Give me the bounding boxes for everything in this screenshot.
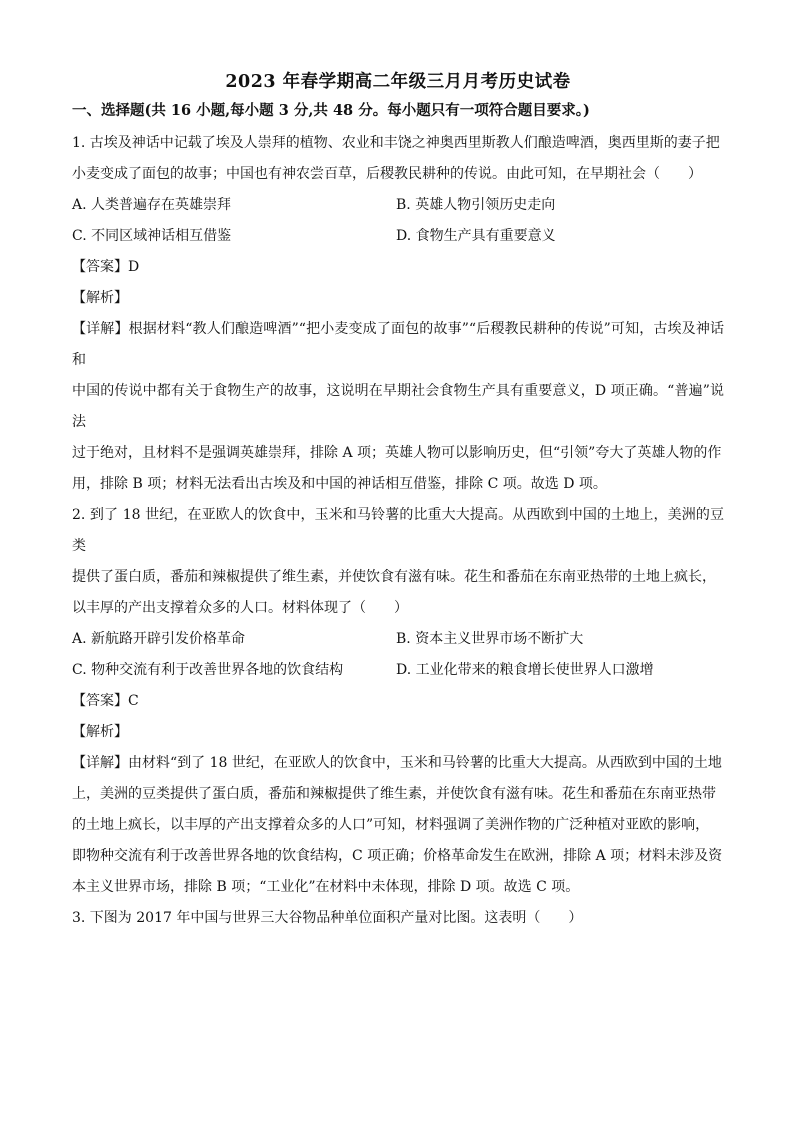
- options: [72, 190, 724, 252]
- detail-line: 用，排除 B 项；材料无法看出古埃及和中国的神话相互借鉴，排除 C 项。故选 D 项。: [72, 476, 607, 492]
- exam-title: 2023 年春学期高二年级三月月考历史试卷: [225, 72, 571, 92]
- detail-line: 【详解】由材料“到了 18 世纪，在亚欧人的饮食中，玉米和马铃薯的比重大大提高。从西欧到中国的土地: [72, 755, 722, 771]
- option-a: A. 新航路开辟引发价格革命: [72, 631, 246, 647]
- detail-line: 中国的传说中都有关于食物生产的故事，这说明在早期社会食物生产具有重要意义，D 项正确。“普遍”说法: [72, 383, 724, 430]
- option-d: D. 食物生产具有重要意义: [396, 228, 556, 244]
- exam-page: [72, 68, 724, 934]
- option-b: B. 英雄人物引领历史走向: [396, 197, 556, 213]
- detail-line: 即物种交流有利于改善世界各地的饮食结构，C 项正确；价格革命发生在欧洲，排除 A 项；材料未涉及资: [72, 848, 723, 864]
- question-3-stem: 3. 下图为 2017 年中国与世界三大谷物品种单位面积产量对比图。这表明（ ）: [72, 910, 583, 926]
- detail-line: 本主义世界市场，排除 B 项；“工业化”在材料中未体现，排除 D 项。故选 C 项。: [72, 879, 580, 895]
- detail-line: 上，美洲的豆类提供了蛋白质，番茄和辣椒提供了维生素，并使饮食有滋有味。花生和番茄在东南亚热带: [72, 786, 716, 802]
- answer-label: 【答案】C: [72, 693, 139, 709]
- question-stem-line: 以丰厚的产出支撑着众多的人口。材料体现了（ ）: [72, 600, 408, 616]
- question-1: [72, 128, 724, 500]
- section-header: 一、选择题(共 16 小题,每小题 3 分,共 48 分。每小题只有一项符合题目要求。): [72, 102, 590, 119]
- question-stem-line: 1. 古埃及神话中记载了埃及人崇拜的植物、农业和丰饶之神奥西里斯教人们酿造啤酒，奥西里斯的妻子把: [72, 135, 720, 151]
- options: [72, 624, 724, 686]
- option-c: C. 物种交流有利于改善世界各地的饮食结构: [72, 662, 344, 678]
- detail-line: 【详解】根据材料“教人们酿造啤酒”“把小麦变成了面包的故事”“后稷教民耕种的传说”可知，古埃及神话和: [72, 321, 724, 368]
- option-b: B. 资本主义世界市场不断扩大: [396, 631, 584, 647]
- question-2: [72, 500, 724, 903]
- detail-line: 的土地上疯长，以丰厚的产出支撑着众多的人口”可知，材料强调了美洲作物的广泛种植对亚欧的影响，: [72, 817, 710, 833]
- question-stem-line: 小麦变成了面包的故事；中国也有神农尝百草，后稷教民耕种的传说。由此可知，在早期社会（ ）: [72, 166, 702, 182]
- analysis-label: 【解析】: [72, 724, 128, 740]
- option-d: D. 工业化带来的粮食增长使世界人口激增: [396, 662, 654, 678]
- option-a: A. 人类普遍存在英雄崇拜: [72, 197, 232, 213]
- option-c: C. 不同区域神话相互借鉴: [72, 228, 232, 244]
- question-stem-line: 2. 到了 18 世纪，在亚欧人的饮食中，玉米和马铃薯的比重大大提高。从西欧到中国的土地上，美洲的豆类: [72, 507, 724, 554]
- question-stem-line: 提供了蛋白质，番茄和辣椒提供了维生素，并使饮食有滋有味。花生和番茄在东南亚热带的土地上疯长，: [72, 569, 716, 585]
- analysis-label: 【解析】: [72, 290, 128, 306]
- answer-label: 【答案】D: [72, 259, 140, 275]
- detail-line: 过于绝对，且材料不是强调英雄崇拜，排除 A 项；英雄人物可以影响历史，但“引领”夸大了英雄人物的作: [72, 445, 722, 461]
